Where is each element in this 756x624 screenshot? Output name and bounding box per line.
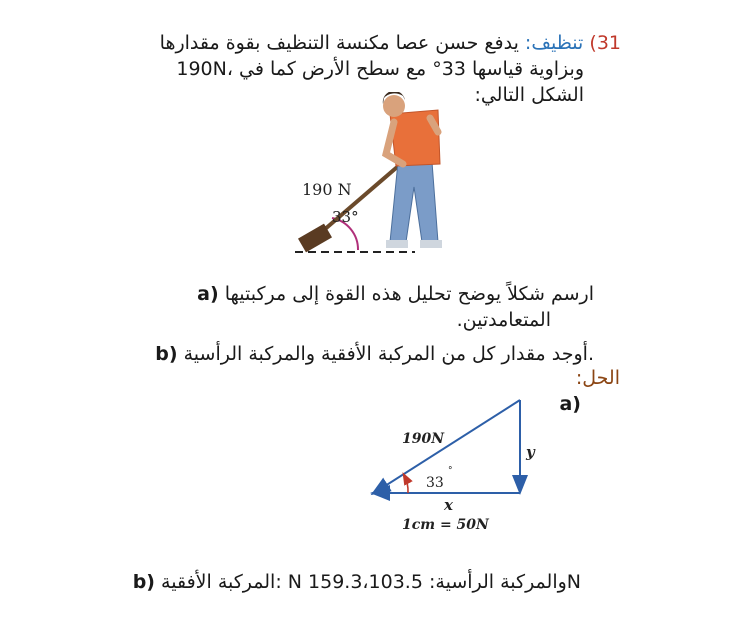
part-b-letter: b) (155, 343, 178, 365)
man-legs (390, 162, 438, 242)
shoe-left (386, 240, 408, 248)
question-line-2: 190N، وبزاوية قياسها 33° مع سطح الأرض كما في (176, 58, 584, 80)
question-topic: تنظيف: (524, 32, 584, 54)
part-a-text-1: ارسم شكلاً يوضح تحليل هذه القوة إلى مركبتيها (224, 283, 594, 305)
part-a-line-2: المتعامدتين. (456, 309, 551, 331)
question-text-1: يدفع حسن عصا مكنسة التنظيف بقوة مقدارها (159, 32, 519, 54)
question-number: 31) (589, 32, 621, 54)
part-a-line-1 (197, 281, 594, 307)
solution-b-text: المركبة الأفقية: N 159.3،والمركبة الرأسية: 103.5N (161, 571, 581, 593)
hypotenuse-vector (374, 400, 520, 493)
x-label: x (444, 496, 453, 514)
triangle-diagram (360, 395, 540, 535)
triangle-angle-arc (404, 475, 408, 493)
solution-label: الحل: (575, 367, 620, 389)
force-label: 190 N (302, 180, 352, 199)
broom-figure (290, 92, 460, 260)
hypotenuse-label: 190N (402, 431, 445, 447)
part-a-letter: a) (197, 283, 219, 305)
man-head (383, 95, 405, 117)
solution-b-letter: b) (132, 571, 155, 593)
angle-label: 33° (332, 208, 359, 226)
scale-label: 1cm = 50N (402, 517, 489, 533)
solution-a-letter: a) (559, 393, 581, 415)
y-label: y (526, 443, 535, 461)
svg-text:°: ° (448, 466, 453, 476)
question-line-3: الشكل التالي: (474, 84, 584, 106)
question-line-1 (160, 30, 621, 56)
solution-b-line (133, 569, 581, 595)
part-b-text: أوجد مقدار كل من المركبة الأفقية والمركبة الرأسية. (183, 343, 594, 365)
part-b-line (155, 341, 594, 367)
shoe-right (420, 240, 442, 248)
triangle-angle-label: 33 (426, 475, 444, 491)
